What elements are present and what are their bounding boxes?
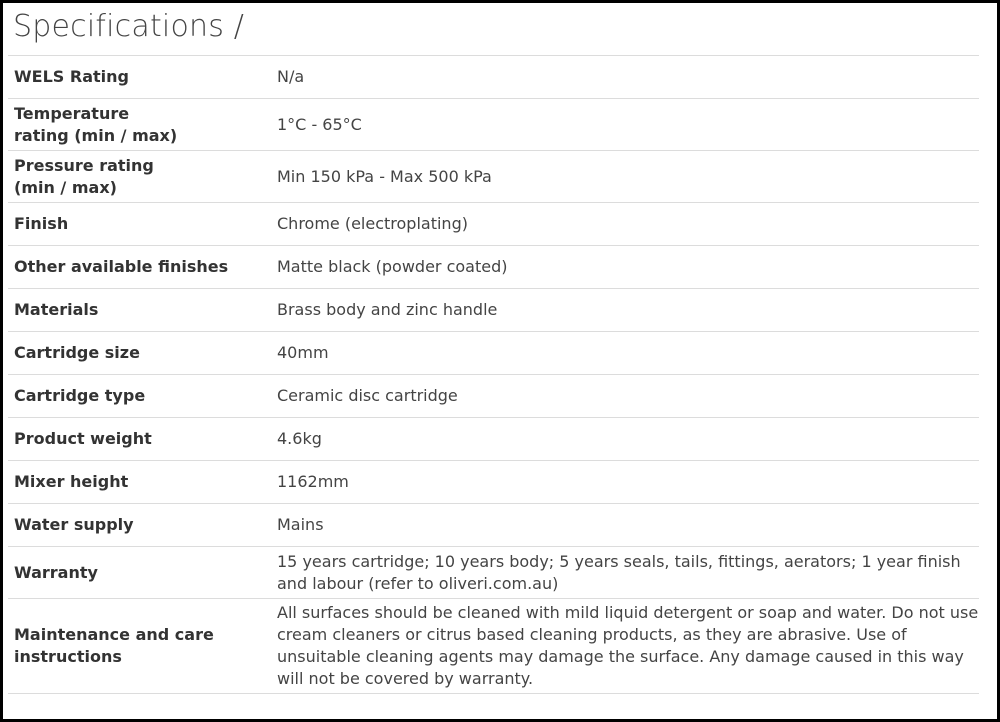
spec-value: Matte black (powder coated): [271, 246, 979, 289]
spec-value: Chrome (electroplating): [271, 203, 979, 246]
spec-value: 1°C - 65°C: [271, 99, 979, 151]
spec-label: Materials: [8, 289, 271, 332]
section-title: Specifications /: [8, 3, 979, 56]
spec-label-text: Pressure rating (min / max): [14, 155, 154, 197]
spec-value: N/a: [271, 56, 979, 99]
spec-label: Warranty: [8, 547, 271, 599]
table-row: [8, 461, 979, 504]
specifications-table: [8, 56, 979, 694]
specifications-panel: [3, 3, 997, 719]
table-row: [8, 599, 979, 694]
table-row: [8, 99, 979, 151]
spec-value: 40mm: [271, 332, 979, 375]
spec-label: Cartridge size: [8, 332, 271, 375]
spec-label: Finish: [8, 203, 271, 246]
spec-value: 15 years cartridge; 10 years body; 5 years seals, tails, fittings, aerators; 1 year finish and labour (refer to oliveri.com.au): [271, 547, 979, 599]
spec-label: [8, 599, 271, 694]
spec-label: Mixer height: [8, 461, 271, 504]
spec-value: 1162mm: [271, 461, 979, 504]
spec-label: Water supply: [8, 504, 271, 547]
table-row: [8, 289, 979, 332]
table-row: [8, 56, 979, 99]
spec-value: Min 150 kPa - Max 500 kPa: [271, 151, 979, 203]
spec-value: 4.6kg: [271, 418, 979, 461]
spec-value: All surfaces should be cleaned with mild liquid detergent or soap and water. Do not use cream cleaners or citrus based cleaning products, as they are abrasive. Use of unsuitable cleaning agents may damage the surface. Any damage caused in this way will not be covered by warranty.: [271, 599, 979, 694]
spec-value: Ceramic disc cartridge: [271, 375, 979, 418]
table-row: [8, 332, 979, 375]
spec-label: Other available finishes: [8, 246, 271, 289]
table-row: [8, 246, 979, 289]
spec-label: [8, 151, 271, 203]
spec-label: Product weight: [8, 418, 271, 461]
table-row: [8, 547, 979, 599]
table-row: [8, 504, 979, 547]
spec-label: [8, 99, 271, 151]
spec-value: Mains: [271, 504, 979, 547]
spec-label-text: Temperature rating (min / max): [14, 103, 178, 145]
table-row: [8, 418, 979, 461]
spec-label-text: Maintenance and care instructions: [14, 625, 214, 666]
table-row: [8, 203, 979, 246]
spec-label: WELS Rating: [8, 56, 271, 99]
table-row: [8, 151, 979, 203]
table-row: [8, 375, 979, 418]
spec-label: Cartridge type: [8, 375, 271, 418]
spec-value: Brass body and zinc handle: [271, 289, 979, 332]
